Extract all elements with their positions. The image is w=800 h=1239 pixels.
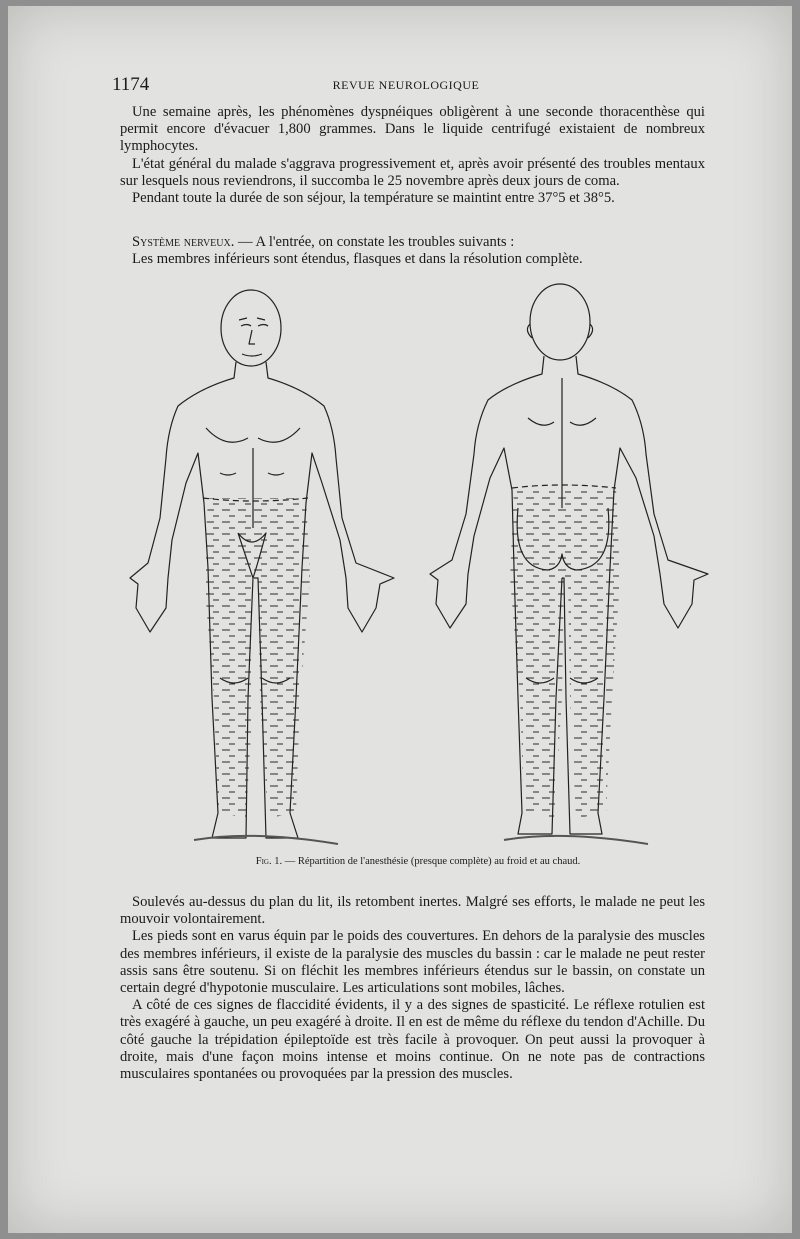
paragraph: Les membres inférieurs sont étendus, flasques et dans la résolution complète. bbox=[132, 251, 583, 268]
paragraph: Pendant toute la durée de son séjour, la température se maintint entre 37°5 et 38°5. bbox=[132, 190, 615, 207]
paragraph: Soulevés au-dessus du plan du lit, ils retombent inertes. Malgré ses efforts, le malade ne peut les mouvoir volontairement. bbox=[120, 894, 705, 928]
paragraph: A côté de ces signes de flaccidité évidents, il y a des signes de spasticité. Le réflexe rotulien est très exagéré à gauche, un peu exagéré à droite. Il en est de même du réflexe du tendon d'Achille. Du côté gauche la trépidation épileptoïde est très facile à provoquer. On peut aussi la provoquer à droite, mais d'une façon moins intense et moins continue. On ne note pas de contractions musculaires spontanées ou provoquées par la pression des muscles. bbox=[120, 997, 705, 1083]
back-body-figure bbox=[430, 284, 708, 844]
text-block-system bbox=[120, 234, 705, 268]
front-body-figure bbox=[130, 290, 394, 844]
paragraph: Les pieds sont en varus équin par le poids des couvertures. En dehors de la paralysie des muscles des membres inférieurs, il existe de la paralysie des muscles du bassin : car le malade ne peut rester assis sans être soutenu. Si on fléchit les membres inférieurs étendus sur le bassin, on constate un certain degré d'hypotonie musculaire. Les articulations sont mobiles, lâches. bbox=[120, 928, 705, 997]
text-block-top bbox=[120, 104, 705, 207]
running-title: REVUE NEUROLOGIQUE bbox=[332, 78, 480, 92]
page-number: 1174 bbox=[112, 74, 150, 95]
page-header bbox=[112, 74, 700, 98]
text-block-bottom bbox=[120, 894, 705, 1083]
section-heading: Système nerveux. bbox=[132, 234, 235, 250]
figure-caption bbox=[108, 856, 728, 867]
page bbox=[8, 6, 792, 1233]
figure-caption-text: — Répartition de l'anesthésie (presque complète) au froid et au chaud. bbox=[282, 856, 581, 867]
figure-label: Fig. 1. bbox=[255, 856, 283, 867]
paragraph bbox=[120, 234, 705, 251]
section-text: — A l'entrée, on constate les troubles suivants : bbox=[234, 234, 515, 250]
front-anesthesia-region bbox=[204, 498, 310, 818]
paragraph: L'état général du malade s'aggrava progressivement et, après avoir présenté des troubles mentaux sur lesquels nous reviendrons, il succomba le 25 novembre après deux jours de coma. bbox=[120, 155, 705, 189]
anesthesia-figure bbox=[108, 278, 728, 858]
paragraph: Une semaine après, les phénomènes dyspnéiques obligèrent à une seconde thoracenthèse qui permit encore d'évacuer 1,800 grammes. Dans le liquide centrifugé existaient de nombreux lymphocytes. bbox=[120, 104, 705, 155]
